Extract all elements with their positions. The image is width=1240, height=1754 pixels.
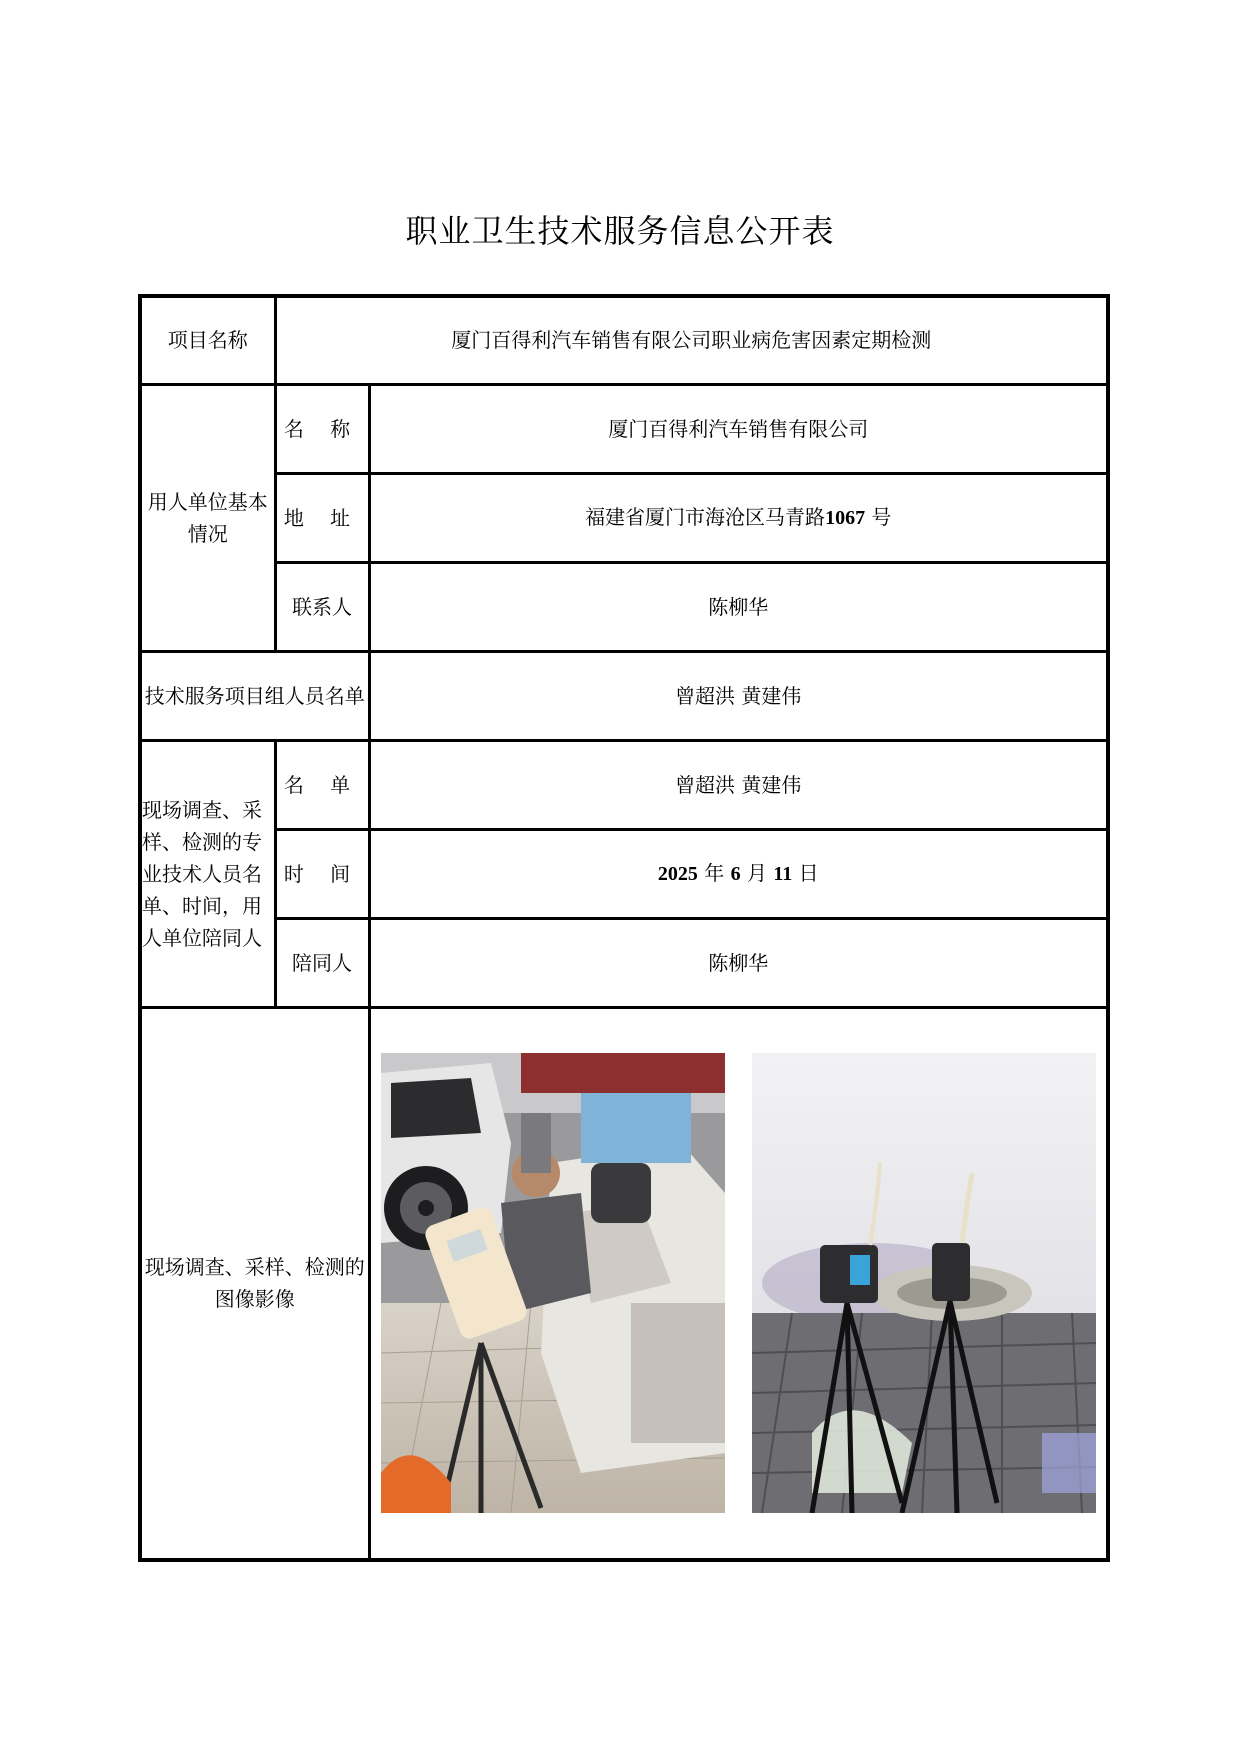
- project-label: 项目名称: [140, 296, 275, 384]
- address-number: 1067: [825, 507, 866, 529]
- time-month-unit: 月: [746, 861, 767, 885]
- field-time-value: [369, 829, 1108, 918]
- field-escort-label: 陪同人: [275, 918, 369, 1007]
- employer-name-row: [140, 384, 1108, 473]
- employer-label: 用人单位基本情况: [140, 384, 275, 651]
- field-time-label: 时 间: [275, 829, 369, 918]
- employer-name-label: 名 称: [275, 384, 369, 473]
- employer-name-value: 厦门百得利汽车销售有限公司: [369, 384, 1108, 473]
- photo-pair: [371, 1053, 1107, 1513]
- team-row: [140, 651, 1108, 740]
- field-names-row: [140, 740, 1108, 829]
- employer-address-label: 地 址: [275, 473, 369, 562]
- time-month: 6: [730, 863, 741, 885]
- employer-contact-value: 陈柳华: [369, 562, 1108, 651]
- team-label: 技术服务项目组人员名单: [140, 651, 369, 740]
- address-prefix: 福建省厦门市海沧区马青路: [585, 505, 826, 529]
- time-day-unit: 日: [798, 861, 819, 885]
- employer-address-row: [140, 473, 1108, 562]
- info-table: [138, 294, 1110, 1562]
- field-label: 现场调查、采样、检测的专业技术人员名单、时间，用人单位陪同人: [140, 740, 275, 1007]
- field-names-label: 名 单: [275, 740, 369, 829]
- photo-air-samplers: [752, 1053, 1096, 1513]
- images-cell: [369, 1007, 1108, 1560]
- images-label: 现场调查、采样、检测的图像影像: [140, 1007, 369, 1560]
- time-year: 2025: [657, 863, 698, 885]
- employer-contact-row: [140, 562, 1108, 651]
- page-title: 职业卫生技术服务信息公开表: [405, 212, 835, 250]
- employer-address-value: [369, 473, 1108, 562]
- field-time-row: [140, 829, 1108, 918]
- images-row: [140, 1007, 1108, 1560]
- field-escort-row: [140, 918, 1108, 1007]
- time-day: 11: [773, 863, 793, 885]
- project-value: 厦门百得利汽车销售有限公司职业病危害因素定期检测: [275, 296, 1108, 384]
- photo-sound-level-meter: [381, 1053, 725, 1513]
- time-year-unit: 年: [704, 861, 725, 885]
- address-suffix: 号: [871, 505, 892, 529]
- field-names-value: 曾超洪 黄建伟: [369, 740, 1108, 829]
- team-value: 曾超洪 黄建伟: [369, 651, 1108, 740]
- employer-contact-label: 联系人: [275, 562, 369, 651]
- field-escort-value: 陈柳华: [369, 918, 1108, 1007]
- project-row: [140, 296, 1108, 384]
